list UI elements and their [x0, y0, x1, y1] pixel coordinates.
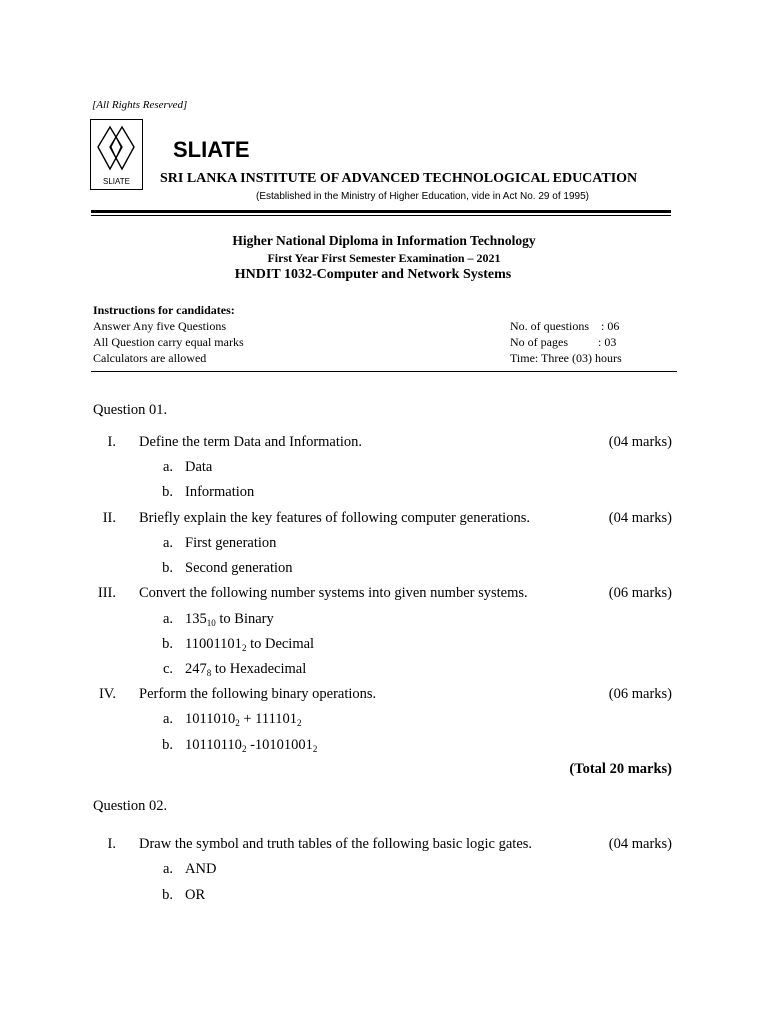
- sub-label: b.: [162, 560, 173, 576]
- operator: -: [246, 737, 255, 753]
- part-marks: (06 marks): [608, 585, 672, 601]
- exam-semester: First Year First Semester Examination – 2021: [267, 251, 501, 265]
- conversion-item: [185, 636, 314, 653]
- sub-label: a.: [162, 535, 173, 551]
- operand-base: 2: [235, 718, 240, 728]
- number-value: 135: [185, 611, 207, 627]
- operator: +: [239, 711, 256, 727]
- number-value: 11001101: [185, 636, 242, 652]
- exam-info-line: No of pages : 03: [510, 335, 617, 349]
- question-title: Question 01.: [93, 402, 168, 418]
- number-base: 8: [206, 668, 212, 678]
- instructions-heading: Instructions for candidates:: [93, 303, 235, 317]
- operand: 10101001: [254, 737, 313, 753]
- part-number: I.: [107, 434, 116, 450]
- sub-text: AND: [185, 861, 217, 877]
- sub-label: a.: [162, 611, 173, 627]
- number-base: 2: [241, 643, 247, 653]
- sub-label: b.: [162, 484, 173, 500]
- logo-text: SLIATE: [103, 177, 130, 186]
- conversion-target: to Hexadecimal: [211, 661, 307, 677]
- sub-text: Information: [185, 484, 255, 500]
- conversion-item: [185, 661, 306, 678]
- sub-label: b.: [162, 887, 173, 903]
- part-number: IV.: [98, 686, 116, 702]
- binary-operation: [185, 737, 317, 754]
- sub-label: a.: [162, 861, 173, 877]
- rights-notice: [All Rights Reserved]: [92, 99, 188, 111]
- operand-base: 2: [241, 744, 247, 754]
- conversion-target: to Binary: [215, 611, 274, 627]
- operand: 1011010: [185, 711, 236, 727]
- course-title: HNDIT 1032-Computer and Network Systems: [234, 267, 512, 282]
- operand-base: 2: [297, 718, 302, 728]
- conversion-item: [185, 611, 274, 628]
- instruction-line: All Question carry equal marks: [93, 335, 244, 349]
- org-full-name: SRI LANKA INSTITUTE OF ADVANCED TECHNOLOGICAL EDUCATION: [160, 171, 638, 186]
- part-text: Draw the symbol and truth tables of the following basic logic gates.: [139, 836, 533, 852]
- sub-text: Second generation: [185, 560, 293, 576]
- part-text: Briefly explain the key features of following computer generations.: [139, 510, 530, 526]
- logo-diamond-icon: [91, 123, 142, 178]
- question-total: (Total 20 marks): [569, 761, 672, 777]
- part-number: III.: [97, 585, 116, 601]
- operand: 111101: [255, 711, 298, 727]
- exam-info-line: Time: Three (03) hours: [510, 351, 622, 365]
- part-number: II.: [102, 510, 116, 526]
- sliate-logo: [90, 119, 143, 190]
- sub-label: a.: [162, 459, 173, 475]
- header-rule-thick: [91, 210, 671, 213]
- instructions-rule: [91, 371, 677, 372]
- sub-text: Data: [185, 459, 213, 475]
- org-short-name: SLIATE: [173, 137, 250, 162]
- instruction-line: Answer Any five Questions: [93, 319, 226, 333]
- conversion-target: to Decimal: [246, 636, 315, 652]
- sub-label: b.: [162, 636, 173, 652]
- header-rule-thin: [91, 215, 671, 216]
- part-marks: (06 marks): [608, 686, 672, 702]
- program-title: Higher National Diploma in Information Technology: [232, 233, 536, 248]
- part-text: Convert the following number systems into given number systems.: [139, 585, 528, 601]
- sub-text: First generation: [185, 535, 277, 551]
- binary-operation: [185, 711, 302, 728]
- part-text: Define the term Data and Information.: [139, 434, 363, 450]
- part-text: Perform the following binary operations.: [139, 686, 377, 702]
- part-marks: (04 marks): [608, 434, 672, 450]
- number-value: 247: [185, 661, 207, 677]
- part-marks: (04 marks): [608, 510, 672, 526]
- sub-label: a.: [162, 711, 173, 727]
- operand-base: 2: [312, 744, 318, 754]
- sub-text: OR: [185, 887, 206, 903]
- operand: 10110110: [185, 737, 242, 753]
- part-marks: (04 marks): [608, 836, 672, 852]
- exam-info-line: No. of questions : 06: [510, 319, 620, 333]
- question-title: Question 02.: [93, 798, 168, 814]
- instruction-line: Calculators are allowed: [93, 351, 207, 365]
- sub-label: c.: [162, 661, 173, 677]
- part-number: I.: [107, 836, 116, 852]
- sub-label: b.: [162, 737, 173, 753]
- number-base: 10: [206, 618, 216, 628]
- org-established: (Established in the Ministry of Higher Education, vide in Act No. 29 of 1995): [256, 191, 589, 202]
